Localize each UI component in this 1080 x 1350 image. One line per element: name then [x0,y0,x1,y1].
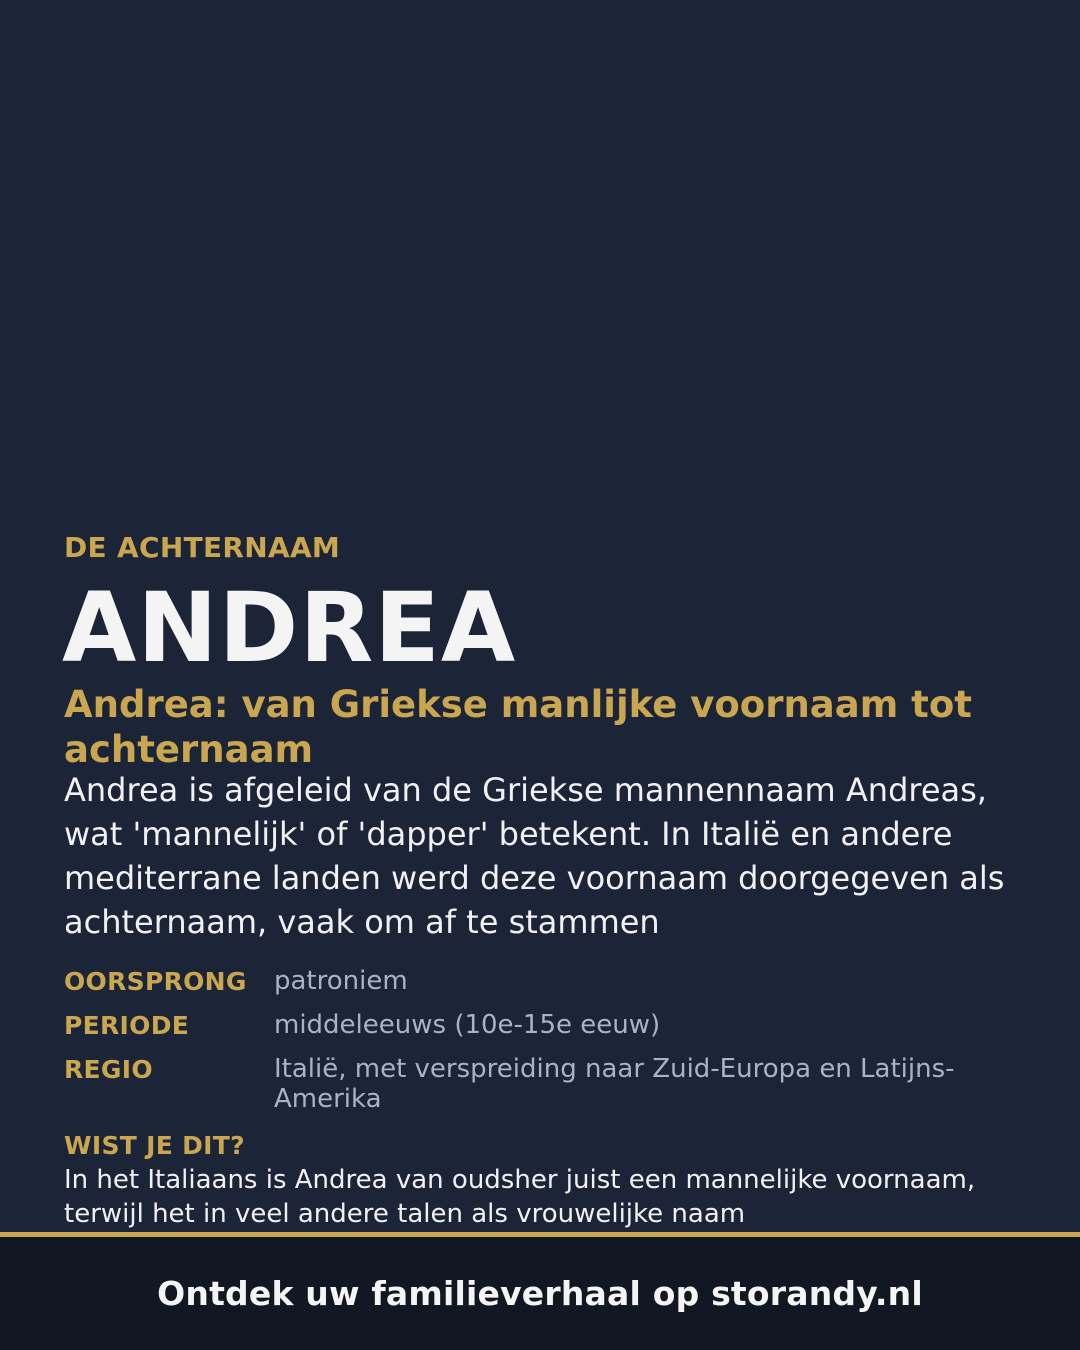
trivia-label: WIST JE DIT? [64,1131,245,1160]
fact-value-period: middeleeuws (10e-15e eeuw) [274,1010,661,1040]
fact-row-region [64,1052,1024,1112]
headline: Andrea: van Griekse manlijke voornaam tot achternaam [64,683,972,771]
fact-value-region: Italië, met verspreiding naar Zuid-Europa en Latijns-Amerika [274,1054,955,1114]
eyebrow-label: DE ACHTERNAAM [64,531,341,564]
trivia-text: In het Italiaans is Andrea van oudsher juist een mannelijke voornaam, terwijl het in veel andere talen als vrouwelijke naam [64,1165,976,1229]
surname-title: ANDREA [62,572,517,684]
fact-label-origin: OORSPRONG [64,967,247,996]
fact-row-period [64,1008,1024,1052]
footer-cta-text: Ontdek uw familieverhaal op storandy.nl [157,1273,923,1313]
fact-label-region: REGIO [64,1055,153,1084]
fact-label-period: PERIODE [64,1011,190,1040]
intro-text: Andrea is afgeleid van de Griekse mannennaam Andreas, wat 'mannelijk' of 'dapper' betekent. In Italië en andere mediterrane landen werd deze voornaam doorgegeven als achternaam, vaak om af te stammen [64,771,1005,941]
fact-value-origin: patroniem [274,966,408,996]
footer-banner [0,1232,1080,1350]
facts-list [64,964,1024,1112]
fact-row-origin [64,964,1024,1008]
